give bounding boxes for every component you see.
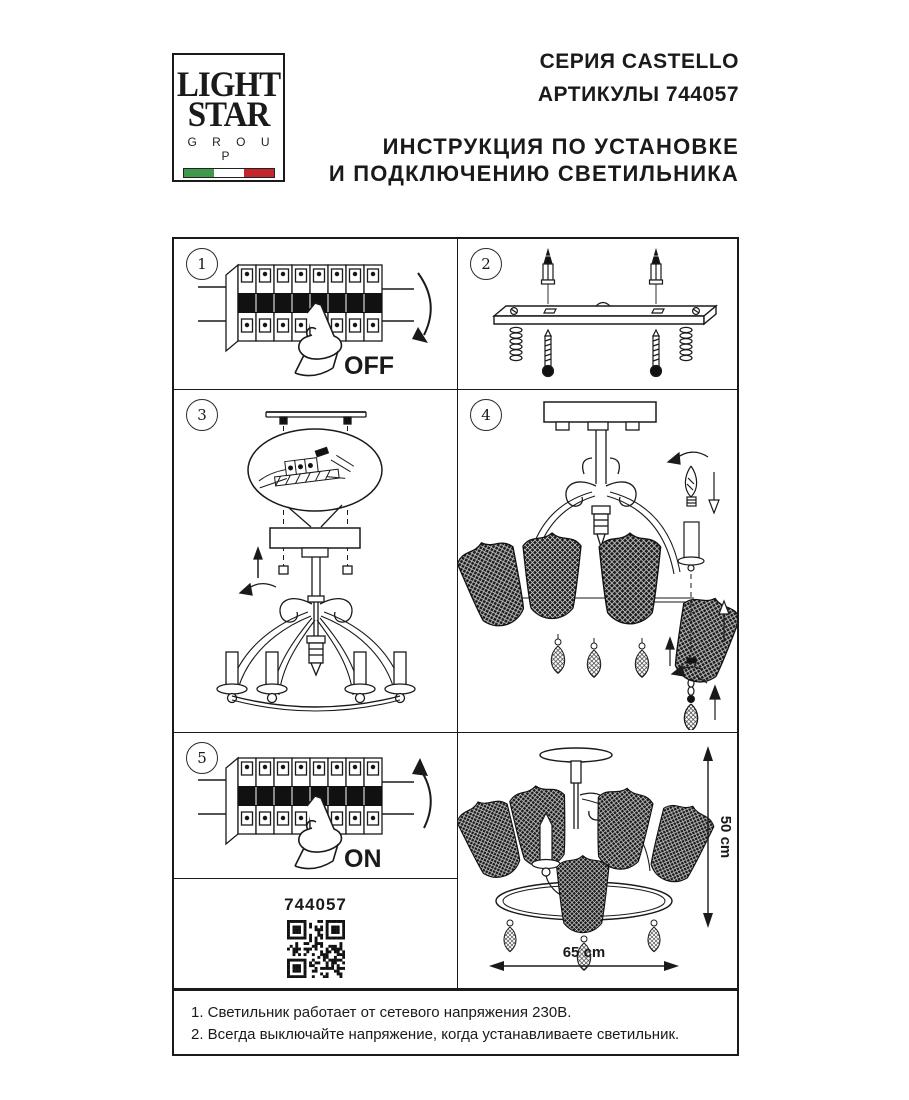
- note-1: 1. Светильник работает от сетевого напряжения 230В.: [191, 1004, 572, 1021]
- step-3-illustration-frame-mounting: [174, 390, 457, 730]
- flag-green: [184, 169, 214, 177]
- article-qr-cell: [174, 879, 458, 988]
- step-5-cell: [174, 733, 458, 879]
- instruction-steps-table: [172, 237, 739, 990]
- instruction-title: [259, 134, 739, 188]
- note-2: 2. Всегда выключайте напряжение, когда устанавливаете светильник.: [191, 1025, 680, 1043]
- step-5-number: 5: [186, 742, 218, 774]
- step-1-label-off: OFF: [344, 352, 394, 380]
- article-title: АРТИКУЛЫ 744057: [537, 83, 739, 106]
- step-2-illustration-bracket: [464, 240, 734, 386]
- step-1-cell: [174, 239, 458, 390]
- step-4-illustration-shades-install: [458, 390, 737, 730]
- instruction-title-line1: ИНСТРУКЦИЯ ПО УСТАНОВКЕ: [382, 134, 739, 159]
- step-3-number: 3: [186, 399, 218, 431]
- step-5-label-on: ON: [344, 845, 382, 873]
- step-3-cell: [174, 390, 458, 733]
- step-4-number: 4: [470, 399, 502, 431]
- step-4-cell: [458, 390, 737, 733]
- instruction-title-line2: И ПОДКЛЮЧЕНИЮ СВЕТИЛЬНИКА: [328, 160, 739, 186]
- dimensions-illustration-chandelier: [458, 733, 737, 986]
- safety-notes: [172, 989, 739, 1056]
- height-dimension-label: 50 cm: [717, 815, 734, 859]
- series-title: СЕРИЯ CASTELLO: [539, 50, 739, 73]
- logo-word-group: G R O U P: [187, 134, 276, 163]
- flag-white: [214, 169, 244, 177]
- logo-word-star: STAR: [187, 95, 270, 135]
- step-1-illustration-breaker-off: [194, 241, 450, 387]
- width-dimension-label: 65 cm: [562, 944, 606, 961]
- step-5-illustration-breaker-on: [194, 734, 450, 877]
- step-1-number: 1: [186, 248, 218, 280]
- step-2-cell: [458, 239, 737, 390]
- article-number: 744057: [284, 895, 347, 914]
- qr-code-icon: [287, 920, 345, 978]
- dimensions-cell: [458, 733, 737, 988]
- step-2-number: 2: [470, 248, 502, 280]
- header: [259, 50, 739, 188]
- logo-word-light: LIGHT: [176, 65, 281, 105]
